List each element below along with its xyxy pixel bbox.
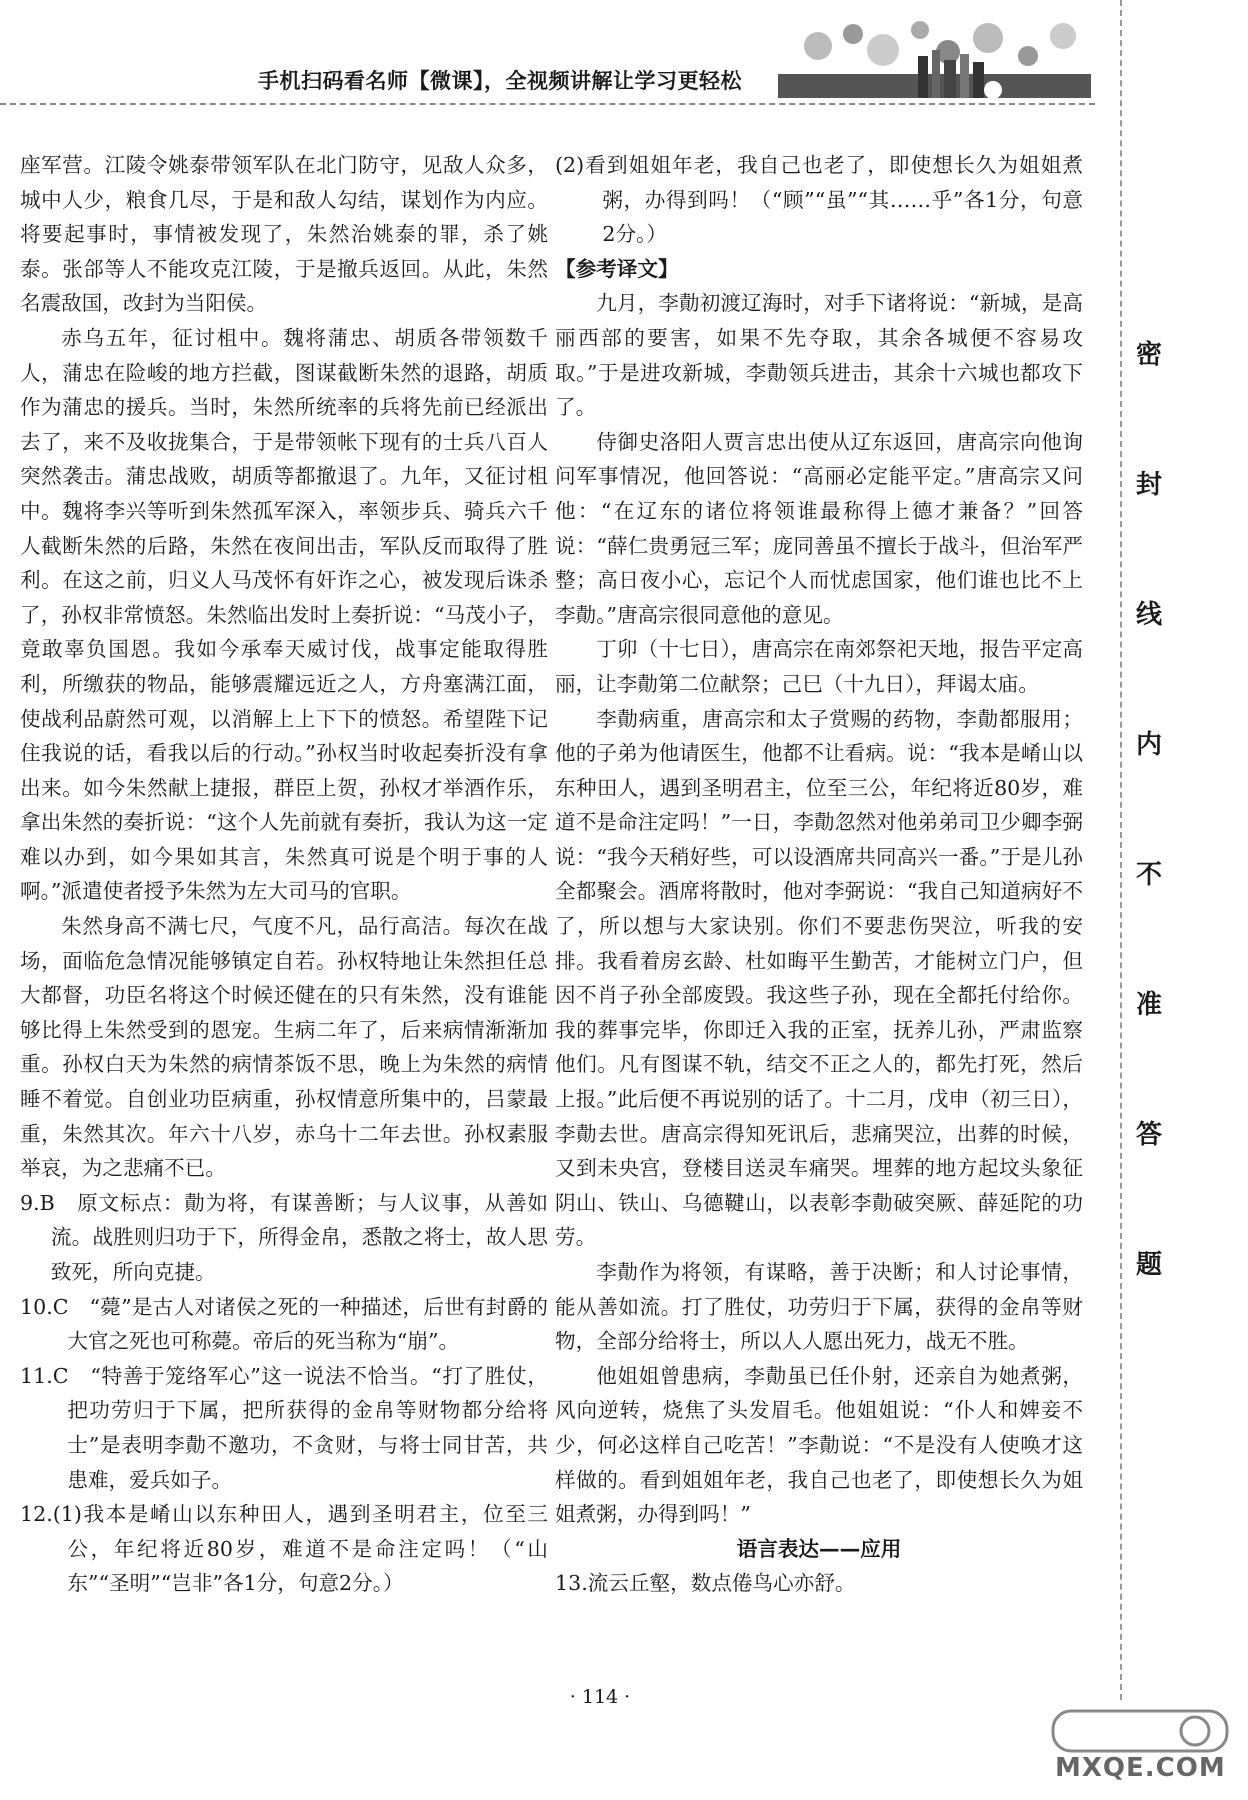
page-number: · 114 · (569, 1686, 631, 1708)
header-banner (258, 64, 1091, 98)
translation-paragraph-3: 丁卯（十七日），唐高宗在南郊祭祀天地，报告平定高丽，让李勣第二位献祭；己巳（十九日），拜谒太庙。 (555, 637, 1083, 696)
translation-paragraph-2: 侍御史洛阳人贾言忠出使从辽东返回，唐高宗向他询问军事情况，他回答说：“高丽必定能平定。”唐高宗又问他：“在辽东的诸位将领谁最称得上德才兼备？”回答说：“薛仁贵勇冠三军；庞同善虽不擅长于战斗，但治军严整；高日夜小心，忘记个人而忧虑国家，他们谁也比不上李勣。”唐高宗很同意他的意见。 (555, 429, 1083, 627)
margin-char: 不 (1135, 860, 1162, 890)
watermark-text: MXQE.COM (1055, 1753, 1226, 1783)
watermark-logo-graphic (1045, 1705, 1235, 1755)
sealed-line-notice (1110, 290, 1188, 1590)
header-decoration-image (778, 16, 1091, 98)
header-divider (0, 103, 1095, 105)
left-column (20, 148, 548, 1601)
answer-11: 11.C “特善于笼络军心”这一说法不恰当。“打了胜仗，把功劳归于下属，把所获得的金帛等财物都分给将士”是表明李勣不邀功，不贪财，与将士同甘苦，共患难，爱兵如子。 (20, 1363, 548, 1492)
left-paragraph-3: 朱然身高不满七尺，气度不凡，品行高洁。每次在战场，面临危急情况能够镇定自若。孙权特地让朱然担任总大都督，功臣名将这个时候还健在的只有朱然，没有谁能够比得上朱然受到的恩宠。生病二年了，后来病情渐渐加重。孙权白天为朱然的病情茶饭不思，晚上为朱然的病情睡不着觉。自创业功臣病重，孙权情意所集中的，吕蒙最重，朱然其次。年六十八岁，赤乌十二年去世。孙权素服举哀，为之悲痛不已。 (20, 914, 548, 1181)
left-paragraph-1: 座军营。江陵令姚泰带领军队在北门防守，见敌人众多，城中人少，粮食几尽，于是和敌人勾结，谋划作为内应。将要起事时，事情被发现了，朱然治姚泰的罪，杀了姚泰。张郃等人不能攻克江陵，于是撤兵返回。从此，朱然名震敌国，改封为当阳侯。 (20, 153, 548, 316)
answer-9: 9.B 原文标点：勣为将，有谋善断；与人议事，从善如流。战胜则归功于下，所得金帛，悉散之将士，故人思致死，所向克捷。 (20, 1190, 548, 1284)
reference-translation-label: 【参考译文】 (555, 256, 679, 281)
answer-12-2: (2)看到姐姐年老，我自己也老了，即使想长久为姐姐煮粥，办得到吗！（“顾”“虽”“其……乎”各1分，句意2分。） (555, 153, 1083, 247)
answer-13: 13.流云丘壑，数点倦鸟心亦舒。 (555, 1571, 856, 1596)
section-subheading: 语言表达——应用 (736, 1536, 902, 1561)
translation-paragraph-1: 九月，李勣初渡辽海时，对手下诸将说：“新城，是高丽西部的要害，如果不先夺取，其余各城便不容易攻取。”于是进攻新城，李勣领兵进击，其余十六城也都攻下了。 (555, 291, 1083, 420)
margin-char: 封 (1135, 470, 1162, 500)
answer-12-1: 12.(1)我本是崤山以东种田人，遇到圣明君主，位至三公，年纪将近80岁，难道不是命注定吗！（“山东”“圣明”“岂非”各1分，句意2分。） (20, 1502, 548, 1596)
margin-char: 线 (1135, 600, 1162, 630)
right-column (555, 148, 1083, 1601)
margin-char: 密 (1135, 340, 1162, 370)
translation-paragraph-6: 他姐姐曾患病，李勣虽已任仆射，还亲自为她煮粥，风向逆转，烧焦了头发眉毛。他姐姐说：“仆人和婢妾不少，何必这样自己吃苦！”李勣说：“不是没有人使唤才这样做的。看到姐姐年老，我自己也老了，即使想长久为姐姐煮粥，办得到吗！” (555, 1363, 1083, 1527)
translation-paragraph-4: 李勣病重，唐高宗和太子赏赐的药物，李勣都服用；他的子弟为他请医生，他都不让看病。说：“我本是崤山以东种田人，遇到圣明君主，位至三公，年纪将近80岁，难道不是命注定吗！”一日，李勣忽然对他弟弟司卫少卿李弼说：“我今天稍好些，可以设酒席共同高兴一番。”于是儿孙全都聚会。酒席将散时，他对李弼说：“我自己知道病好不了，所以想与大家诀别。你们不要悲伤哭泣，听我的安排。我看着房玄龄、杜如晦平生勤苦，才能树立门户，但因不肖子孙全部废毁。我这些子孙，现在全都托付给你。我的葬事完毕，你即迁入我的正室，抚养儿孙，严肃监察他们。凡有图谋不轨，结交不正之人的，都先打死，然后上报。”此后便不再说别的话了。十二月，戊申（初三日），李勣去世。唐高宗得知死讯后，悲痛哭泣，出葬的时候，又到未央宫，登楼目送灵车痛哭。埋葬的地方起坟头象征阴山、铁山、乌德鞬山，以表彰李勣破突厥、薛延陀的功劳。 (555, 706, 1083, 1250)
answer-10: 10.C “薨”是古人对诸侯之死的一种描述，后世有封爵的大官之死也可称薨。帝后的死当称为“崩”。 (20, 1294, 548, 1354)
margin-char: 内 (1135, 730, 1162, 760)
header-banner-text: 手机扫码看名师【微课】，全视频讲解让学习更轻松 (258, 69, 742, 93)
margin-char: 题 (1135, 1250, 1162, 1280)
watermark-logo (1045, 1705, 1235, 1795)
margin-char: 答 (1135, 1120, 1162, 1150)
left-paragraph-2: 赤乌五年，征讨柤中。魏将蒲忠、胡质各带领数千人，蒲忠在险峻的地方拦截，图谋截断朱然的退路，胡质作为蒲忠的援兵。当时，朱然所统率的兵将先前已经派出去了，来不及收拢集合，于是带领帐下现有的士兵八百人突然袭击。蒲忠战败，胡质等都撤退了。九年，又征讨柤中。魏将李兴等听到朱然孤军深入，率领步兵、骑兵六千人截断朱然的后路，朱然在夜间出击，军队反而取得了胜利。在这之前，归义人马茂怀有奸诈之心，被发现后诛杀了，孙权非常愤怒。朱然临出发时上奏折说：“马茂小子，竟敢辜负国恩。我如今承奉天威讨伐，战事定能取得胜利，所缴获的物品，能够震耀远近之人，方舟塞满江面，使战利品蔚然可观，以消解上上下下的愤怒。希望陛下记住我说的话，看我以后的行动。”孙权当时收起奏折没有拿出来。如今朱然献上捷报，群臣上贺，孙权才举酒作乐，拿出朱然的奏折说：“这个人先前就有奏折，我认为这一定难以办到，如今果如其言，朱然真可说是个明于事的人啊。”派遣使者授予朱然为左大司马的官职。 (20, 325, 548, 904)
translation-paragraph-5: 李勣作为将领，有谋略，善于决断；和人讨论事情，能从善如流。打了胜仗，功劳归于下属，获得的金帛等财物，全部分给将士，所以人人愿出死力，战无不胜。 (555, 1260, 1083, 1354)
margin-char: 准 (1135, 990, 1162, 1020)
